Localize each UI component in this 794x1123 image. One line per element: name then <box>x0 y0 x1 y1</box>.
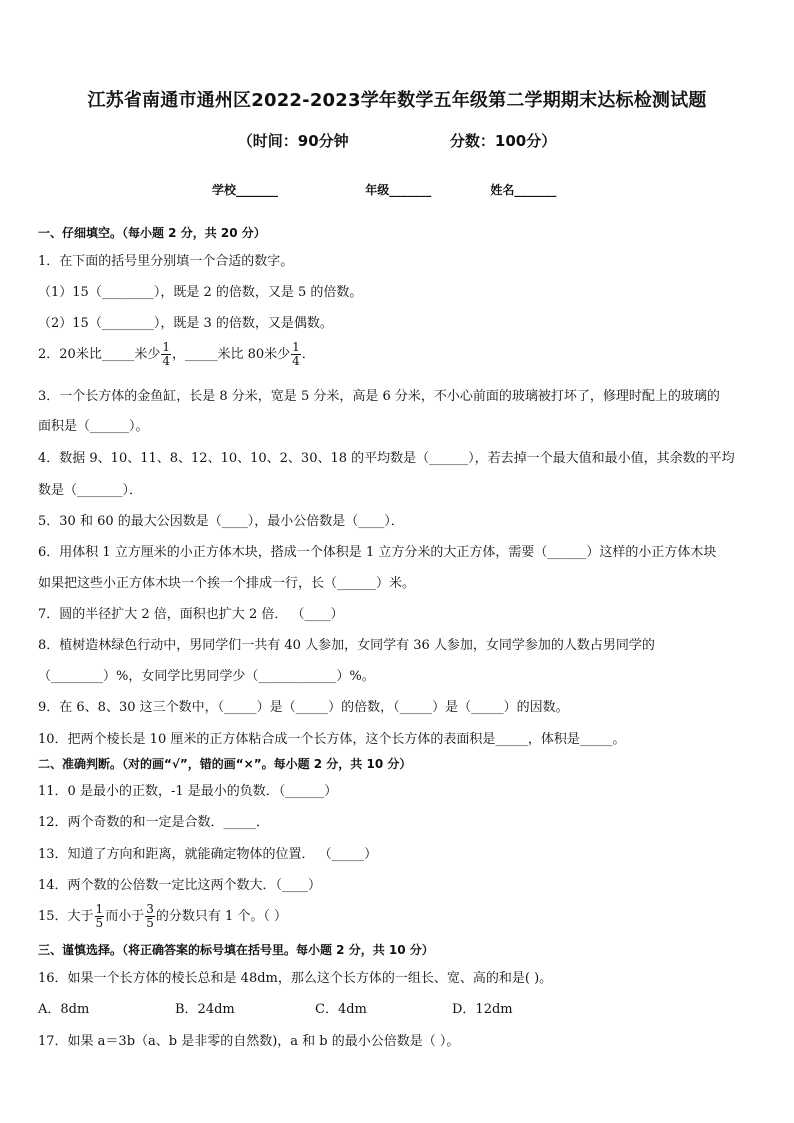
question-13: 13．知道了方向和距离，就能确定物体的位置． （_____） <box>38 847 378 862</box>
question-9: 9．在 6、8、30 这三个数中，（_____）是（_____）的倍数，（_____）是（_____）的因数。 <box>38 700 569 715</box>
question-3-line-1: 3．一个长方体的金鱼缸，长是 8 分米，宽是 5 分米，高是 6 分米，不小心前面的玻璃被打坏了，修理时配上的玻璃的 <box>38 389 720 404</box>
question-2-text-b: ，_____米比 80米少 <box>171 347 291 362</box>
question-15 <box>38 903 287 930</box>
exam-score: 分数：100分） <box>449 132 557 150</box>
section-heading-3: 三、谨慎选择。（将正确答案的标号填在括号里。每小题 2 分，共 10 分） <box>38 943 434 957</box>
student-info <box>212 181 556 198</box>
section-heading-2: 二、准确判断。（对的画“√”，错的画“×”。每小题 2 分，共 10 分） <box>38 757 412 771</box>
fraction-denominator: 5 <box>146 916 154 930</box>
question-16: 16．如果一个长方体的棱长总和是 48dm，那么这个长方体的一组长、宽、高的和是( )。 <box>38 971 553 986</box>
fraction-numerator: 1 <box>292 340 300 354</box>
question-2 <box>38 341 315 368</box>
fraction-one-fifth <box>95 903 105 930</box>
exam-meta <box>0 130 794 151</box>
page-title: 江苏省南通市通州区2022-2023学年数学五年级第二学期期末达标检测试题 <box>87 90 707 111</box>
question-3-line-2: 面积是（______）。 <box>38 419 149 434</box>
question-4-line-1: 4．数据 9、10、11、8、12、10、10、2、30、18 的平均数是（______），若去掉一个最大值和最小值，其余数的平均 <box>38 451 735 466</box>
fraction-numerator: 1 <box>162 340 170 354</box>
fraction-one-quarter-1 <box>161 341 171 368</box>
section-heading-1: 一、仔细填空。（每小题 2 分，共 20 分） <box>38 226 266 240</box>
fraction-denominator: 4 <box>162 354 170 368</box>
question-12: 12．两个奇数的和一定是合数．_____． <box>38 815 270 830</box>
question-11: 11．0 是最小的正数，-1 是最小的负数．（______） <box>38 784 338 799</box>
question-15-text-a: 15．大于 <box>38 909 94 924</box>
option-a[interactable]: A．8dm <box>38 1002 90 1017</box>
fraction-denominator: 4 <box>292 354 300 368</box>
fraction-numerator: 3 <box>146 902 154 916</box>
question-8-line-1: 8．植树造林绿色行动中，男同学们一共有 40 人参加，女同学有 36 人参加，女同学参加的人数占男同学的 <box>38 638 655 653</box>
question-6-line-1: 6．用体积 1 立方厘米的小正方体木块，搭成一个体积是 1 立方分米的大正方体，需要（______）这样的小正方体木块 <box>38 545 717 560</box>
question-1: 1．在下面的括号里分别填一个合适的数字。 <box>38 254 294 269</box>
question-2-text-c: ． <box>301 347 315 362</box>
question-15-text-c: 的分数只有 1 个。（ ） <box>155 909 288 924</box>
school-field[interactable]: 学校_______ <box>212 183 279 197</box>
fraction-one-quarter-2 <box>291 341 301 368</box>
exam-time: （时间：90分钟 <box>237 132 349 150</box>
question-1-part-2: （2）15（________），既是 3 的倍数，又是偶数。 <box>38 316 333 331</box>
question-17: 17．如果 a＝3b（a、b 是非零的自然数)，a 和 b 的最小公倍数是（ ）。 <box>38 1034 460 1049</box>
question-2-text-a: 2．20米比_____米少 <box>38 347 161 362</box>
grade-field[interactable]: 年级_______ <box>365 183 432 197</box>
question-15-text-b: 而小于 <box>105 909 145 924</box>
question-8-line-2: （________）%，女同学比男同学少（____________）%。 <box>38 669 375 684</box>
option-d[interactable]: D．12dm <box>452 1002 513 1017</box>
fraction-denominator: 5 <box>95 916 104 930</box>
question-14: 14．两个数的公倍数一定比这两个数大．（____） <box>38 878 322 893</box>
question-10: 10．把两个棱长是 10 厘米的正方体粘合成一个长方体，这个长方体的表面积是_____，体积是_____。 <box>38 732 626 747</box>
question-4-line-2: 数是（_______）． <box>38 483 143 498</box>
option-b[interactable]: B．24dm <box>175 1002 235 1017</box>
question-1-part-1: （1）15（________），既是 2 的倍数，又是 5 的倍数。 <box>38 285 363 300</box>
fraction-numerator: 1 <box>95 902 104 916</box>
option-c[interactable]: C．4dm <box>315 1002 367 1017</box>
name-field[interactable]: 姓名_______ <box>490 183 557 197</box>
question-7: 7．圆的半径扩大 2 倍，面积也扩大 2 倍． （____） <box>38 607 344 622</box>
question-6-line-2: 如果把这些小正方体木块一个挨一个排成一行，长（______）米。 <box>38 576 416 591</box>
question-5: 5．30 和 60 的最大公因数是（____），最小公倍数是（____）． <box>38 514 404 529</box>
fraction-three-fifths <box>145 903 155 930</box>
